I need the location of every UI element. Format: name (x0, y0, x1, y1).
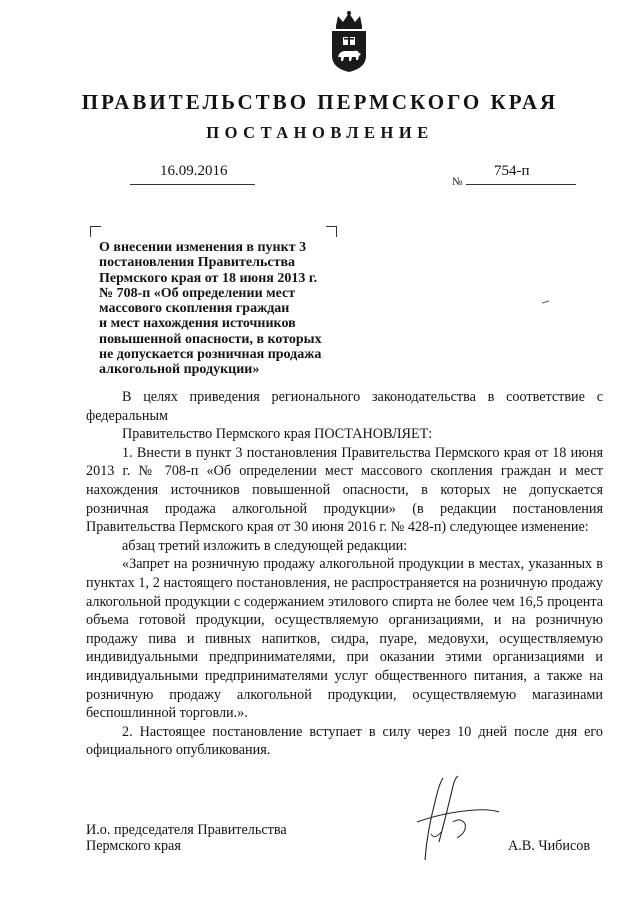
document-number: 754-п (494, 163, 530, 179)
paragraph-new-wording: «Запрет на розничную продажу алкогольной продукции в местах, указанных в пунктах 1, 2 настоящего постановления, не распространяется на розничную продажу алкогольной продукции с содержанием этилового спирта не более чем 16,5 процента объема готовой продукции, осуществляемую организациями, и на розничную продажу пива и пивных напитков, сидра, пуаре, медовухи, осуществляемую индивидуальными предпринимателями, при оказании этими организациями и индивидуальными предпринимателями услуг общественного питания, а также на розничную продажу алкогольной продукции, осуществляемую магазинами беспошлинной торговли.». (86, 556, 603, 722)
date-underline (130, 184, 255, 185)
government-title: ПРАВИТЕЛЬСТВО ПЕРМСКОГО КРАЯ (81, 90, 559, 114)
perm-krai-coat-of-arms-icon (328, 10, 370, 74)
stray-mark (542, 300, 550, 304)
paragraph-item-1: 1. Внести в пункт 3 постановления Правительства Пермского края от 18 июня 2013 г. № 708-п «Об определении мест массового скопления граждан и мест нахождения источников повышенной опасности, в которых не допускается розничная продажа алкогольной продукции» (в редакции постановления Правительства Пермского края от 30 июня 2016 г. № 428-п) следующее изменение: (86, 444, 603, 536)
document-body (86, 388, 603, 760)
document-subject: О внесении изменения в пункт 3 постановления Правительства Пермского края от 18 июня 2013 г. № 708-п «Об определении мест массового скопления граждан и мест нахождения источников повышенной опасности, в которых не допускается розничная продажа алкогольной продукции» (99, 240, 322, 378)
number-sign: № (452, 176, 463, 188)
paragraph-item-2: 2. Настоящее постановление вступает в силу через 10 дней после дня его официального опубликования. (86, 723, 603, 759)
handwritten-signature (395, 772, 505, 862)
signer-position: И.о. председателя Правительства Пермского края (86, 822, 287, 854)
subject-corner-right (326, 226, 337, 237)
paragraph-item-1-instruction: абзац третий изложить в следующей редакции: (122, 537, 408, 554)
signer-name: А.В. Чибисов (508, 838, 591, 854)
document-type: ПОСТАНОВЛЕНИЕ (206, 123, 434, 142)
number-underline (466, 184, 576, 185)
subject-corner-left (90, 226, 101, 237)
paragraph-resolves: Правительство Пермского края ПОСТАНОВЛЯЕТ: (122, 426, 433, 443)
paragraph-preamble: В целях приведения регионального законодательства в соответствие с федеральным (86, 389, 603, 424)
document-date: 16.09.2016 (160, 163, 228, 179)
